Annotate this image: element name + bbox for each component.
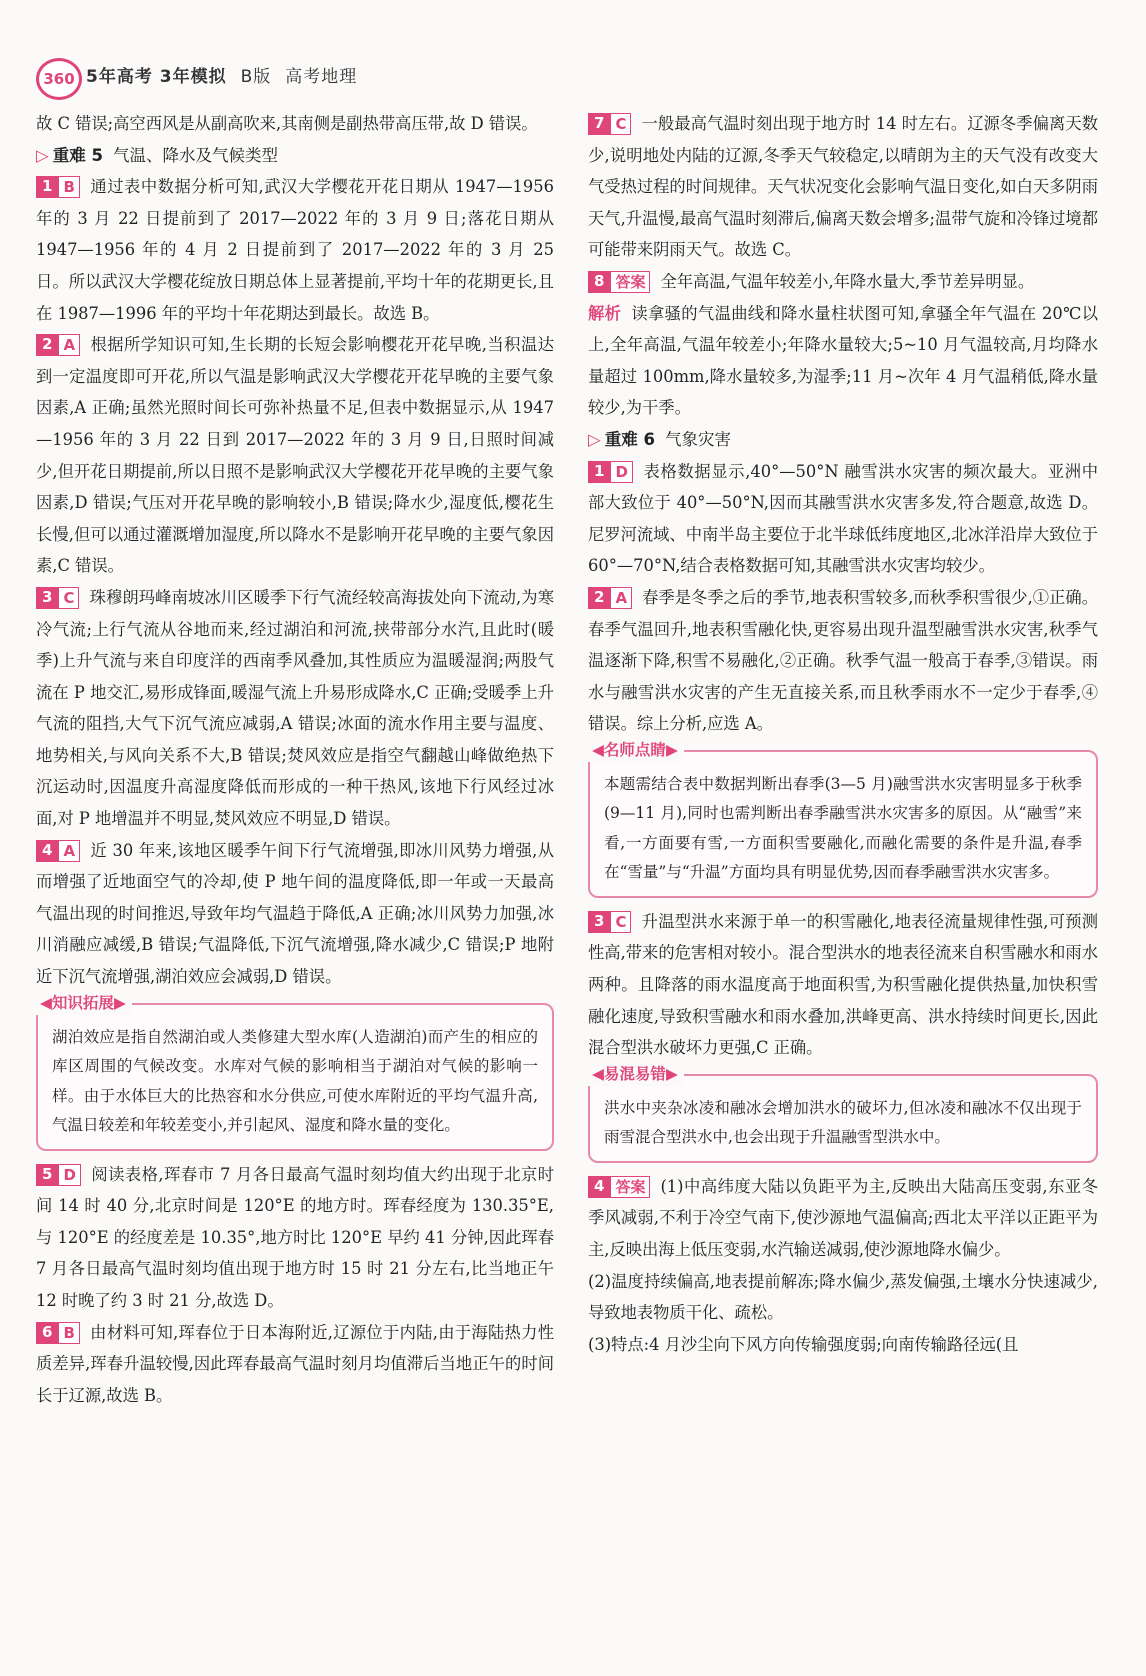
answer-text-2: (2)温度持续偏高,地表提前解冻;降水偏少,蒸发偏强,土壤水分快速减少,导致地表物质干化、疏松。 <box>588 1271 1098 1323</box>
answer-item <box>588 582 1098 740</box>
answer-badge <box>588 271 650 293</box>
box-title: ◀知识拓展▶ <box>34 991 132 1015</box>
answer-text: 阅读表格,珲春市 7 月各日最高气温时刻均值大约出现于北京时间 14 时 40 分,北京时间是 120°E 的地方时。珲春经度为 130.35°E,与 120°E 的经度差是 10.35°,地方时比 120°E 早约 41 分钟,因此珲春 7 月各日最高气温时刻均值出现于地方时 15 时 21 分左右,比当地正午 12 时晚了约 3 时 21 分,故选 D。 <box>36 1164 554 1310</box>
answer-letter: A <box>58 334 80 356</box>
question-number: 6 <box>36 1322 58 1344</box>
answer-badge <box>588 461 633 483</box>
answer-item <box>36 1159 554 1317</box>
answer-text: 春季是冬季之后的季节,地表积雪较多,而秋季积雪很少,①正确。春季气温回升,地表积雪融化快,更容易出现升温型融雪洪水灾害,秋季气温逐渐下降,积雪不易融化,②正确。秋季气温一般高于春季,③错误。雨水与融雪洪水灾害的产生无直接关系,而且秋季雨水不一定少于春季,④错误。综上分析,应选 A。 <box>588 587 1098 734</box>
answer-letter: C <box>610 113 631 135</box>
answer-badge <box>588 911 631 933</box>
question-number: 8 <box>588 271 610 293</box>
question-number: 2 <box>36 334 58 356</box>
book-version: B版 <box>240 67 272 87</box>
section-label: 重难 6 <box>604 429 655 449</box>
question-number: 7 <box>588 113 610 135</box>
answer-badge <box>36 1322 80 1344</box>
box-body: 洪水中夹杂冰凌和融冰会增加洪水的破坏力,但冰凌和融冰不仅出现于雨雪混合型洪水中,也会出现于升温融雪型洪水中。 <box>604 1098 1082 1147</box>
question-number: 3 <box>36 587 58 609</box>
box-body: 本题需结合表中数据判断出春季(3—5 月)融雪洪水灾害明显多于秋季(9—11 月),同时也需判断出春季融雪洪水灾害多的原因。从“融雪”来看,一方面要有雪,一方面积雪要融化,而融化需要的条件是升温,春季在“雪量”与“升温”方面均具有明显优势,因而春季融雪洪水灾害多。 <box>604 774 1082 882</box>
left-column <box>36 108 554 1411</box>
answer-letter: B <box>58 1322 79 1344</box>
answer-text-3: (3)特点:4 月沙尘向下风方向传输强度弱;向南传输路径远(且 <box>588 1334 1019 1354</box>
question-number: 5 <box>36 1164 58 1186</box>
triangle-icon: ▷ <box>588 429 601 449</box>
page-number-badge: 360 <box>36 58 82 100</box>
answer-letter: C <box>58 587 79 609</box>
book-title <box>86 62 357 87</box>
analysis-label: 解析 <box>588 303 622 323</box>
answer-badge <box>588 113 631 135</box>
page-header <box>30 58 1120 94</box>
answer-badge <box>36 334 80 356</box>
analysis-item <box>588 298 1098 424</box>
analysis-text: 读拿骚的气温曲线和降水量柱状图可知,拿骚全年气温在 20℃以上,全年高温,气温年较差小;年降水量较大;5~10 月气温较高,月均降水量超过 100mm,降水量较多,为湿季;11 月~次年 4 月气温稍低,降水量较少,为干季。 <box>588 303 1098 418</box>
box-title-text: 名师点睛 <box>603 740 666 759</box>
answer-label: 答案 <box>610 1176 650 1198</box>
answer-text: 近 30 年来,该地区暖季午间下行气流增强,即冰川风势力增强,从而增强了近地面空气的冷却,使 P 地午间的温度降低,即一年或一天最高气温出现的时间推迟,导致年均气温趋于降低,A 正确;冰川风势力加强,冰川消融应减缓,B 错误;气温降低,下沉气流增强,降水减少,C 错误;P 地附近下沉气流增强,湖泊效应会减弱,D 错误。 <box>36 840 554 987</box>
section-heading-6 <box>588 424 1098 456</box>
book-name: 5年高考 3年模拟 <box>86 67 227 87</box>
teacher-tip-box <box>588 740 1098 898</box>
question-number: 4 <box>588 1176 610 1198</box>
answer-badge <box>36 840 80 862</box>
answer-text: 全年高温,气温年较差小,年降水量大,季节差异明显。 <box>660 271 1035 291</box>
answer-item <box>588 108 1098 266</box>
triangle-icon: ▷ <box>36 145 49 165</box>
answer-text: 由材料可知,珲春位于日本海附近,辽源位于内陆,由于海陆热力性质差异,珲春升温较慢,因此珲春最高气温时刻月均值滞后当地正午的时间长于辽源,故选 B。 <box>36 1322 554 1405</box>
answer-letter: C <box>610 911 631 933</box>
answer-badge <box>36 1164 81 1186</box>
box-title: ◀名师点睛▶ <box>586 738 684 762</box>
question-number: 4 <box>36 840 58 862</box>
answer-text: 升温型洪水来源于单一的积雪融化,地表径流量规律性强,可预测性高,带来的危害相对较小。混合型洪水的地表径流来自积雪融水和雨水两种。且降落的雨水温度高于地面积雪,为积雪融化提供热量,加快积雪融化速度,导致积雪融水和雨水叠加,洪峰更高、洪水持续时间更长,因此混合型洪水破坏力更强,C 正确。 <box>588 911 1098 1058</box>
answer-text: 根据所学知识可知,生长期的长短会影响樱花开花早晚,当积温达到一定温度即可开花,所以气温是影响武汉大学樱花开花早晚的主要气象因素,A 正确;虽然光照时间长可弥补热量不足,但表中数据显示,从 1947—1956 年的 3 月 22 日到 2017—2022 年的 3 月 9 日,日照时间减少,但开花日期提前,所以日照不是影响武汉大学樱花开花早晚的主要气象因素,D 错误;气压对开花早晚的影响较小,B 错误;降水少,湿度低,樱花生长慢,但可以通过灌溉增加湿度,所以降水不是影响开花早晚的主要气象因素,C 错误。 <box>36 335 554 576</box>
answer-badge <box>36 587 79 609</box>
answer-item <box>588 266 1098 298</box>
answer-letter: A <box>58 840 80 862</box>
answer-badge <box>36 176 80 198</box>
answer-item <box>36 582 554 835</box>
answer-item <box>36 329 554 582</box>
answer-item <box>588 1171 1098 1266</box>
answer-item <box>36 835 554 993</box>
answer-letter: A <box>610 587 632 609</box>
answer-letter: B <box>58 176 79 198</box>
answer-label: 答案 <box>610 271 650 293</box>
right-column <box>588 108 1098 1360</box>
intro-text: 故 C 错误;高空西风是从副高吹来,其南侧是副热带高压带,故 D 错误。 <box>36 114 538 133</box>
question-number: 1 <box>588 461 610 483</box>
section-label: 重难 5 <box>52 145 103 165</box>
book-subject: 高考地理 <box>285 67 358 87</box>
knowledge-extension-box <box>36 993 554 1151</box>
answer-text: 通过表中数据分析可知,武汉大学樱花开花日期从 1947—1956 年的 3 月 22 日提前到了 2017—2022 年的 3 月 9 日;落花日期从 1947—1956 年的 4 月 2 日提前到了 2017—2022 年的 3 月 25 日。所以武汉大学樱花绽放日期总体上显著提前,平均十年的花期更长,且在 1987—1996 年的平均十年花期达到最长。故选 B。 <box>36 177 554 323</box>
section-heading-5 <box>36 140 554 172</box>
box-body: 湖泊效应是指自然湖泊或人类修建大型水库(人造湖泊)而产生的相应的库区周围的气候改变。水库对气候的影响相当于湖泊对气候的影响一样。由于水体巨大的比热容和水分供应,可使水库附近的平均气温升高,气温日较差和年较差变小,并引起风、湿度和降水量的变化。 <box>52 1027 538 1135</box>
box-title-text: 知识拓展 <box>51 993 114 1012</box>
answer-badge <box>588 587 632 609</box>
question-number: 1 <box>36 176 58 198</box>
answer-item <box>36 1317 554 1412</box>
answer-item <box>588 456 1098 582</box>
answer-item <box>36 171 554 329</box>
answer-text: 一般最高气温时刻出现于地方时 14 时左右。辽源冬季偏离天数少,说明地处内陆的辽源,冬季天气较稳定,以晴朗为主的天气没有改变大气受热过程的时间规律。天气状况变化会影响气温日变化,如白天多阴雨天气,升温慢,最高气温时刻滞后,偏离天数会增多;温带气旋和冷锋过境都可能带来阴雨天气。故选 C。 <box>588 114 1098 260</box>
question-number: 2 <box>588 587 610 609</box>
box-title: ◀易混易错▶ <box>586 1062 684 1086</box>
answer-badge <box>588 1176 650 1198</box>
section-title: 气温、降水及气候类型 <box>112 145 278 165</box>
common-mistake-box <box>588 1064 1098 1163</box>
answer-letter: D <box>610 461 632 483</box>
box-title-text: 易混易错 <box>603 1064 666 1083</box>
answer-text: 表格数据显示,40°—50°N 融雪洪水灾害的频次最大。亚洲中部大致位于 40°—50°N,因而其融雪洪水灾害多发,符合题意,故选 D。尼罗河流域、中南半岛主要位于北半球低纬度地区,北冰洋沿岸大致位于 60°—70°N,结合表格数据可知,其融雪洪水灾害均较少。 <box>588 461 1098 576</box>
question-number: 3 <box>588 911 610 933</box>
section-title: 气象灾害 <box>664 429 731 449</box>
answer-text: 珠穆朗玛峰南坡冰川区暖季下行气流经较高海拔处向下流动,为寒冷气流;上行气流从谷地而来,经过湖泊和河流,挟带部分水汽,且此时(暖季)上升气流与来自印度洋的西南季风叠加,其性质应为温暖湿润;两股气流在 P 地交汇,易形成锋面,暖湿气流上升易形成降水,C 正确;受暖季上升气流的阻挡,大气下沉气流应减弱,A 错误;冰面的流水作用主要与温度、地势相关,与风向关系不大,B 错误;焚风效应是指空气翻越山峰做绝热下沉运动时,因温度升高湿度降低而形成的一种干热风,该地下行风经过冰面,对 P 地增温并不明显,焚风效应不明显,D 错误。 <box>36 587 554 829</box>
answer-item <box>588 906 1098 1064</box>
answer-text: (1)中高纬度大陆以负距平为主,反映出大陆高压变弱,东亚冬季风减弱,不利于冷空气南下,使沙源地气温偏高;西北太平洋以正距平为主,反映出海上低压变弱,水汽输送减弱,使沙源地降水偏少。 <box>588 1176 1098 1260</box>
answer-letter: D <box>58 1164 80 1186</box>
